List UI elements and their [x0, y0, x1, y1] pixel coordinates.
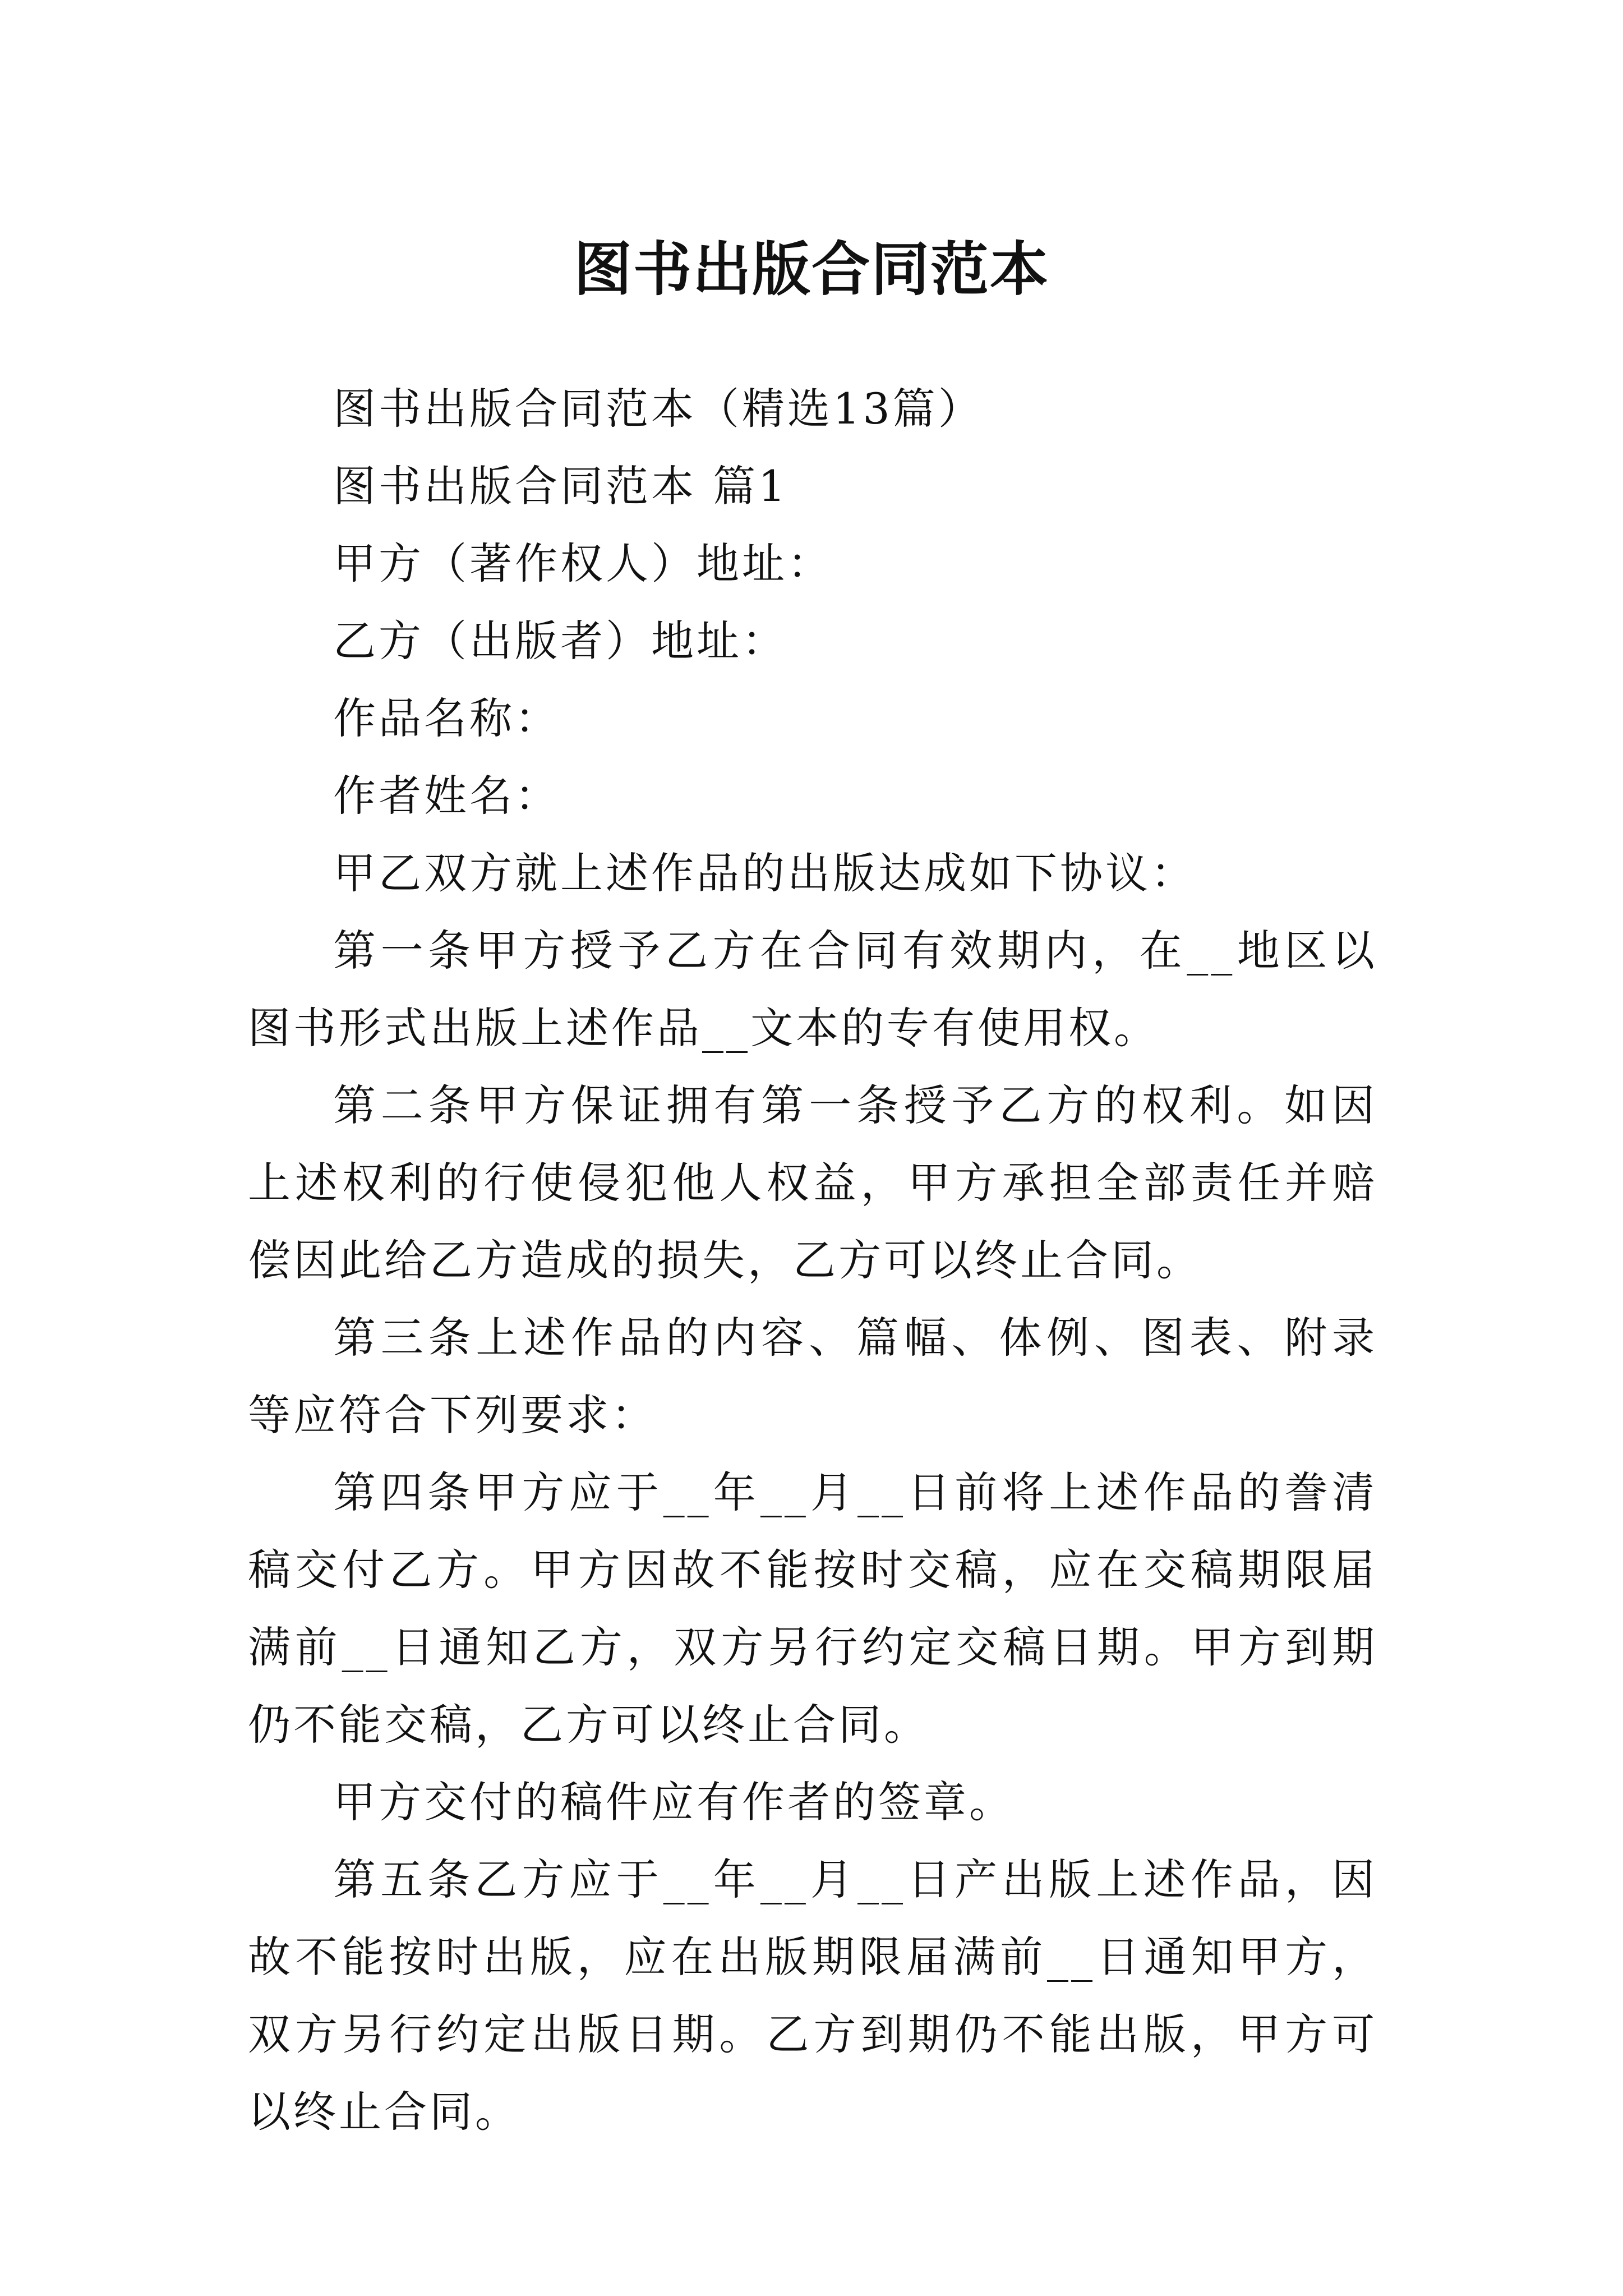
paragraph-author-name: 作者姓名： — [333, 771, 560, 821]
document-body — [248, 370, 1377, 2151]
document-title: 图书出版合同范本 — [573, 234, 1049, 303]
paragraph-article-3: 第三条上述作品的内容、篇幅、体例、图表、附录等应符合下列要求： — [248, 1313, 1377, 1440]
paragraph-signature-note: 甲方交付的稿件应有作者的签章。 — [333, 1777, 1015, 1827]
paragraph-article-5: 第五条乙方应于__年__月__日产出版上述作品，因故不能按时出版，应在出版期限届满前__日通知甲方，双方另行约定出版日期。乙方到期仍不能出版，甲方可以终止合同。 — [248, 1855, 1377, 2137]
paragraph-work-name: 作品名称： — [333, 693, 560, 743]
paragraph-agreement-intro: 甲乙双方就上述作品的出版达成如下协议： — [333, 848, 1196, 898]
paragraph-article-2: 第二条甲方保证拥有第一条授予乙方的权利。如因上述权利的行使侵犯他人权益，甲方承担全部责任并赔偿因此给乙方造成的损失，乙方可以终止合同。 — [248, 1080, 1377, 1285]
paragraph-subtitle: 图书出版合同范本（精选13篇） — [333, 384, 984, 434]
paragraph-party-b-address: 乙方（出版者）地址： — [333, 616, 787, 666]
paragraph-article-1: 第一条甲方授予乙方在合同有效期内，在__地区以图书形式出版上述作品__文本的专有使用权。 — [248, 926, 1377, 1053]
paragraph-section-heading: 图书出版合同范本 篇1 — [333, 461, 789, 511]
paragraph-party-a-address: 甲方（著作权人）地址： — [333, 539, 833, 588]
paragraph-article-4: 第四条甲方应于__年__月__日前将上述作品的誊清稿交付乙方。甲方因故不能按时交稿，应在交稿期限届满前__日通知乙方，双方另行约定交稿日期。甲方到期仍不能交稿，乙方可以终止合同。 — [248, 1467, 1377, 1750]
